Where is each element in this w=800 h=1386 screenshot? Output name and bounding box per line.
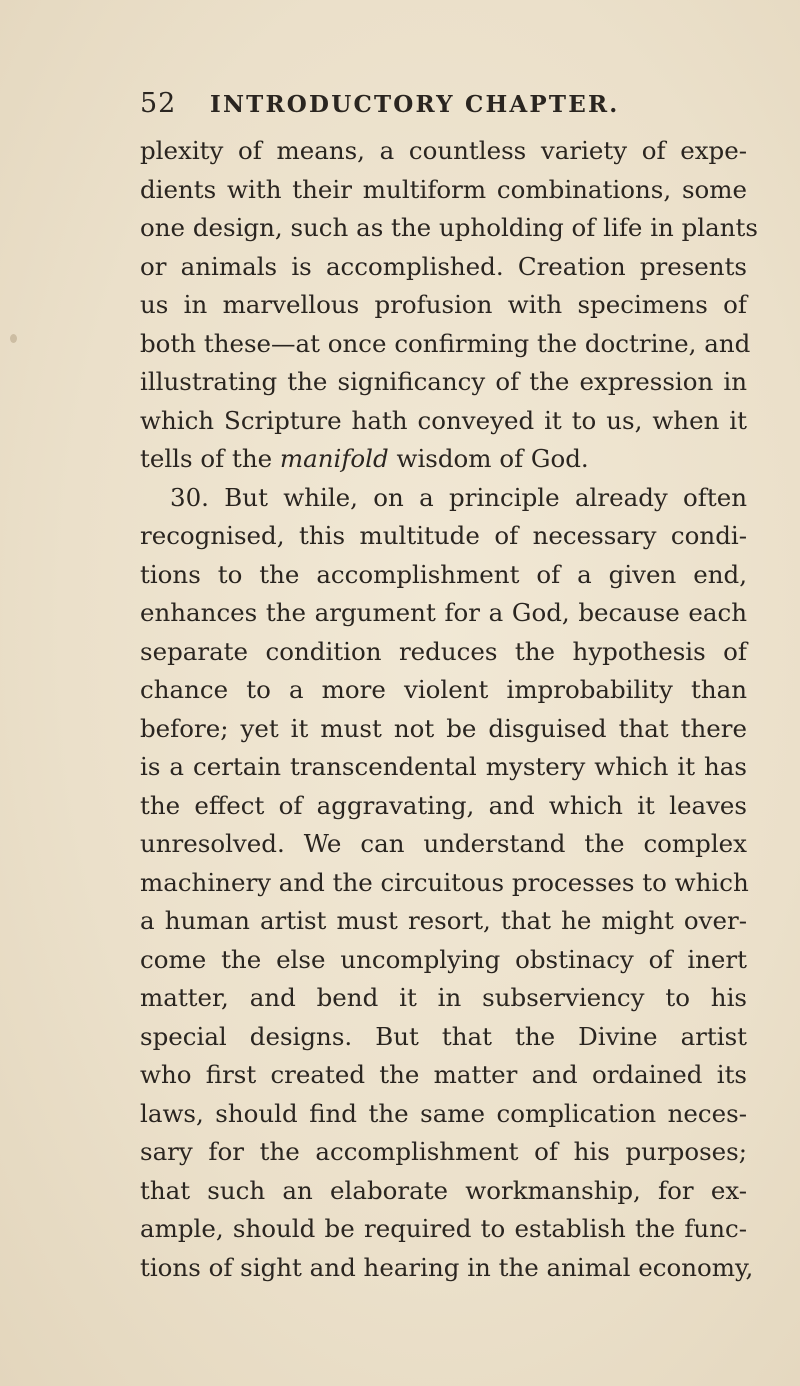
text-line: tions of sight and hearing in the animal economy, [140, 1252, 754, 1282]
emphasis-word: manifold [279, 444, 389, 473]
text-line: separate condition reduces the hypothesis of [140, 636, 747, 666]
text-line: or animals is accomplished. Creation presents [140, 251, 747, 281]
text-line: plexity of means, a countless variety of expe- [140, 136, 747, 165]
text-line: come the else uncomplying obstinacy of inert [140, 944, 747, 974]
text-line: tions to the accomplishment of a given end, [140, 559, 747, 589]
text-line: which Scripture hath conveyed it to us, when it [140, 405, 747, 435]
line-text: tells of the [140, 444, 280, 473]
line-text: wisdom of God. [388, 444, 589, 473]
text-line: laws, should find the same complication neces- [140, 1098, 747, 1128]
chapter-title: INTRODUCTORY CHAPTER. [210, 91, 620, 118]
text-line: that such an elaborate workmanship, for ex- [140, 1175, 747, 1205]
text-line: a human artist must resort, that he might over- [140, 906, 747, 935]
paragraph-end-line [140, 440, 747, 479]
text-line: sary for the accomplishment of his purposes; [140, 1137, 747, 1166]
text-line: is a certain transcendental mystery which it has [140, 752, 747, 781]
paper-speck [10, 334, 17, 343]
paragraph-start-line: 30. But while, on a principle already often [170, 482, 747, 512]
text-line: recognised, this multitude of necessary condi- [140, 521, 747, 550]
text-line: who first created the matter and ordained its [140, 1060, 747, 1089]
text-line: both these—at once confirming the doctrine, and [140, 328, 751, 358]
text-line: dients with their multiform combinations, some [140, 174, 747, 204]
text-line: matter, and bend it in subserviency to his [140, 983, 747, 1012]
text-line: before; yet it must not be disguised that there [140, 713, 747, 743]
text-line: chance to a more violent improbability than [140, 675, 747, 704]
text-line: enhances the argument for a God, because each [140, 598, 747, 627]
text-line: machinery and the circuitous processes to which [140, 867, 749, 897]
text-line: unresolved. We can understand the complex [140, 829, 747, 858]
running-head [140, 88, 747, 128]
text-line: the effect of aggravating, and which it leaves [140, 790, 747, 820]
body-text [140, 132, 758, 1287]
page-number: 52 [140, 88, 177, 119]
book-page [140, 88, 758, 1287]
text-line: ample, should be required to establish the func- [140, 1214, 747, 1243]
text-line: us in marvellous profusion with specimens of [140, 290, 747, 319]
text-line: one design, such as the upholding of life in plants [140, 213, 758, 242]
text-line: special designs. But that the Divine artist [140, 1021, 747, 1051]
text-line: illustrating the significancy of the expression in [140, 367, 747, 396]
